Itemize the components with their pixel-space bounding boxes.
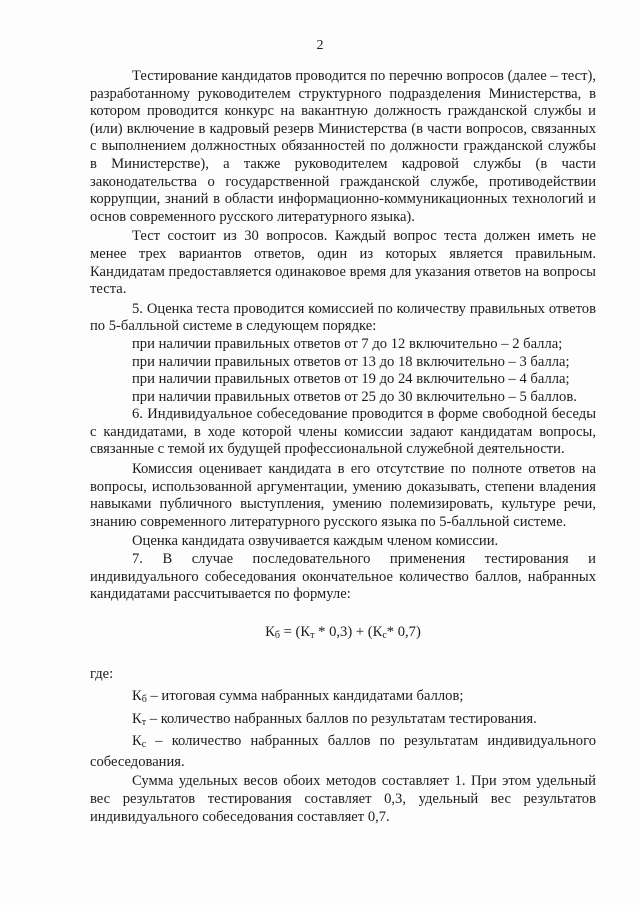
score-formula: $К_б = (К_т * 0,3) + (К_с*$ 0,7) [265,623,421,641]
scale-item: при наличии правильных ответов от 19 до 24 включительно – 4 балла; [132,371,570,388]
scale-item: при наличии правильных ответов от 7 до 12 включительно – 2 балла; [132,335,563,352]
scale-item: при наличии правильных ответов от 25 до 30 включительно – 5 баллов. [132,388,577,405]
paragraph-commission-assessment: Комиссия оценивает кандидата в его отсутствие по полноте ответов на вопросы, использованной аргументации, умению доказывать, степени владения навыками публичного выступления, умению полемизировать, культуре речи, знанию современного литературного русского языка по 5-балльной системе. [90,461,596,530]
definition-kb: $К_б$ – итоговая сумма набранных кандидатами баллов; [132,688,464,705]
where-label: где: [90,666,114,683]
page-number: 2 [316,38,324,53]
paragraph-test-structure: Тест состоит из 30 вопросов. Каждый вопрос теста должен иметь не менее трех вариантов ответов, один из которых является правильным. Кандидатам предоставляется одинаковое время для указания ответов на вопросы теста. [90,228,596,298]
document-body [90,68,596,826]
paragraph-announcement: Оценка кандидата озвучивается каждым членом комиссии. [132,533,499,550]
paragraph-testing: Тестирование кандидатов проводится по перечню вопросов (далее – тест), разработанному руководителем структурного подразделения Министерства, в котором проводится конкурс на вакантную должность гражданской службы и (или) включение в кадровый резерв Министерства (в части вопросов, связанных с выполнением должностных обязанностей по должности гражданской службы в Министерстве), а также руководителем кадровой службы (в части законодательства о государственной гражданской службе, противодействии коррупции, знаний в области информационно-коммуникационных технологий и основ современного русского литературного языка). [90,68,596,225]
paragraph-weights: Сумма удельных весов обоих методов составляет 1. При этом удельный вес результатов тестирования составляет 0,3, удельный вес результатов индивидуального собеседования составляет 0,7. [90,773,596,825]
definition-kt: $К_т$ – количество набранных баллов по результатам тестирования. [132,710,537,728]
paragraph-final-score: 7. В случае последовательного применения тестирования и индивидуального собеседования окончательное количество баллов, набранных кандидатами рассчитывается по формуле: [90,551,596,603]
definition-kc: $К_с$ – количество набранных баллов по результатам индивидуального собеседования. [90,733,596,770]
paragraph-interview: 6. Индивидуальное собеседование проводится в форме свободной беседы с кандидатами, в ходе которой члены комиссии задают кандидатам вопросы, связанные с темой их будущей профессиональной служебной деятельности. [90,406,596,458]
paragraph-test-evaluation: 5. Оценка теста проводится комиссией по количеству правильных ответов по 5-балльной системе в следующем порядке: [90,300,596,335]
scale-item: при наличии правильных ответов от 13 до 18 включительно – 3 балла; [132,353,570,370]
